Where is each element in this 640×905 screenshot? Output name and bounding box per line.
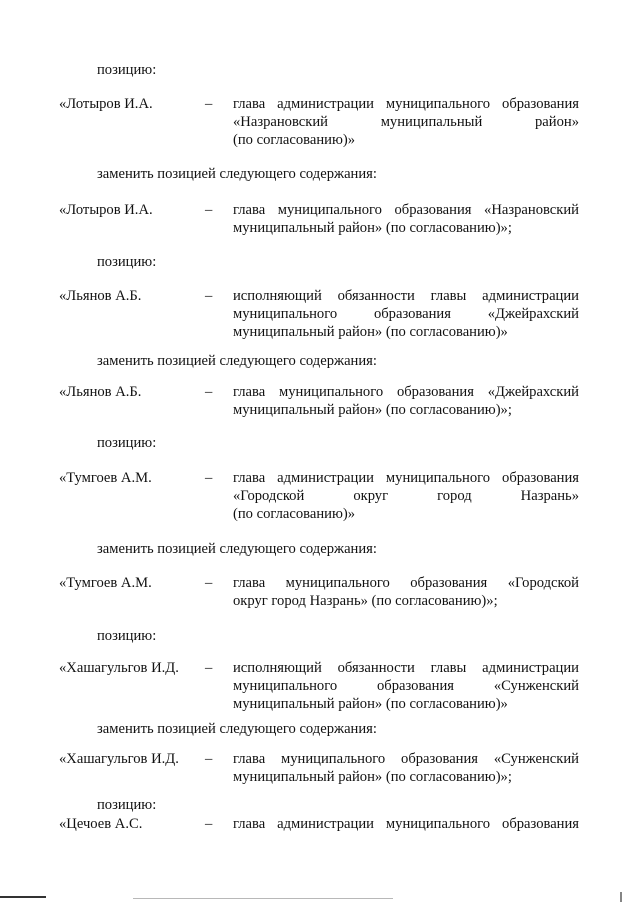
- dash: –: [205, 660, 213, 676]
- person-description: [233, 95, 579, 149]
- description-line: глава администрации муниципального образования: [233, 816, 579, 832]
- description-line: исполняющий обязанности главы администрации: [233, 288, 579, 304]
- description-line: «Городской округ город Назрань»: [233, 488, 579, 504]
- description-line: округ город Назрань» (по согласованию)»;: [233, 593, 498, 609]
- description-line: муниципальный район» (по согласованию)»;: [233, 769, 512, 785]
- dash: –: [205, 96, 213, 112]
- description-line: муниципального образования «Джейрахский: [233, 306, 579, 322]
- scan-artifact: [620, 892, 622, 902]
- description-line: (по согласованию)»: [233, 506, 356, 522]
- dash: –: [205, 288, 213, 304]
- scan-artifact: [0, 896, 46, 898]
- person-description: [233, 201, 579, 237]
- person-name: «Хашагульгов И.Д.: [59, 660, 179, 676]
- position-label: позицию:: [97, 62, 157, 78]
- description-line: «Назрановский муниципальный район»: [233, 114, 579, 130]
- person-description: [233, 659, 579, 713]
- dash: –: [205, 751, 213, 767]
- position-label: позицию:: [97, 797, 157, 813]
- replace-label: заменить позицией следующего содержания:: [97, 166, 377, 182]
- person-description: [233, 574, 579, 610]
- replace-label: заменить позицией следующего содержания:: [97, 353, 377, 369]
- description-line: муниципальный район» (по согласованию)»: [233, 696, 508, 712]
- person-name: «Лотыров И.А.: [59, 96, 153, 112]
- position-label: позицию:: [97, 254, 157, 270]
- dash: –: [205, 575, 213, 591]
- person-name: «Льянов А.Б.: [59, 384, 142, 400]
- position-label: позицию:: [97, 628, 157, 644]
- person-name: «Тумгоев А.М.: [59, 470, 152, 486]
- description-line: (по согласованию)»: [233, 132, 356, 148]
- description-line: муниципального образования «Сунженский: [233, 678, 579, 694]
- person-description: [233, 469, 579, 523]
- description-line: глава администрации муниципального образования: [233, 470, 579, 486]
- person-description: [233, 750, 579, 786]
- person-name: «Хашагульгов И.Д.: [59, 751, 179, 767]
- description-line: глава муниципального образования «Джейрахский: [233, 384, 579, 400]
- dash: –: [205, 816, 213, 832]
- description-line: глава муниципального образования «Сунженский: [233, 751, 579, 767]
- person-name: «Цечоев А.С.: [59, 816, 143, 832]
- dash: –: [205, 470, 213, 486]
- description-line: муниципальный район» (по согласованию)»: [233, 324, 508, 340]
- description-line: глава муниципального образования «Городской: [233, 575, 579, 591]
- person-name: «Лотыров И.А.: [59, 202, 153, 218]
- description-line: глава администрации муниципального образования: [233, 96, 579, 112]
- description-line: глава муниципального образования «Назрановский: [233, 202, 579, 218]
- description-line: муниципальный район» (по согласованию)»;: [233, 220, 512, 236]
- replace-label: заменить позицией следующего содержания:: [97, 721, 377, 737]
- person-name: «Льянов А.Б.: [59, 288, 142, 304]
- replace-label: заменить позицией следующего содержания:: [97, 541, 377, 557]
- person-name: «Тумгоев А.М.: [59, 575, 152, 591]
- dash: –: [205, 202, 213, 218]
- position-label: позицию:: [97, 435, 157, 451]
- description-line: муниципальный район» (по согласованию)»;: [233, 402, 512, 418]
- dash: –: [205, 384, 213, 400]
- person-description: [233, 287, 579, 341]
- description-line: исполняющий обязанности главы администрации: [233, 660, 579, 676]
- scan-artifact: [133, 898, 393, 899]
- person-description: [233, 815, 579, 833]
- person-description: [233, 383, 579, 419]
